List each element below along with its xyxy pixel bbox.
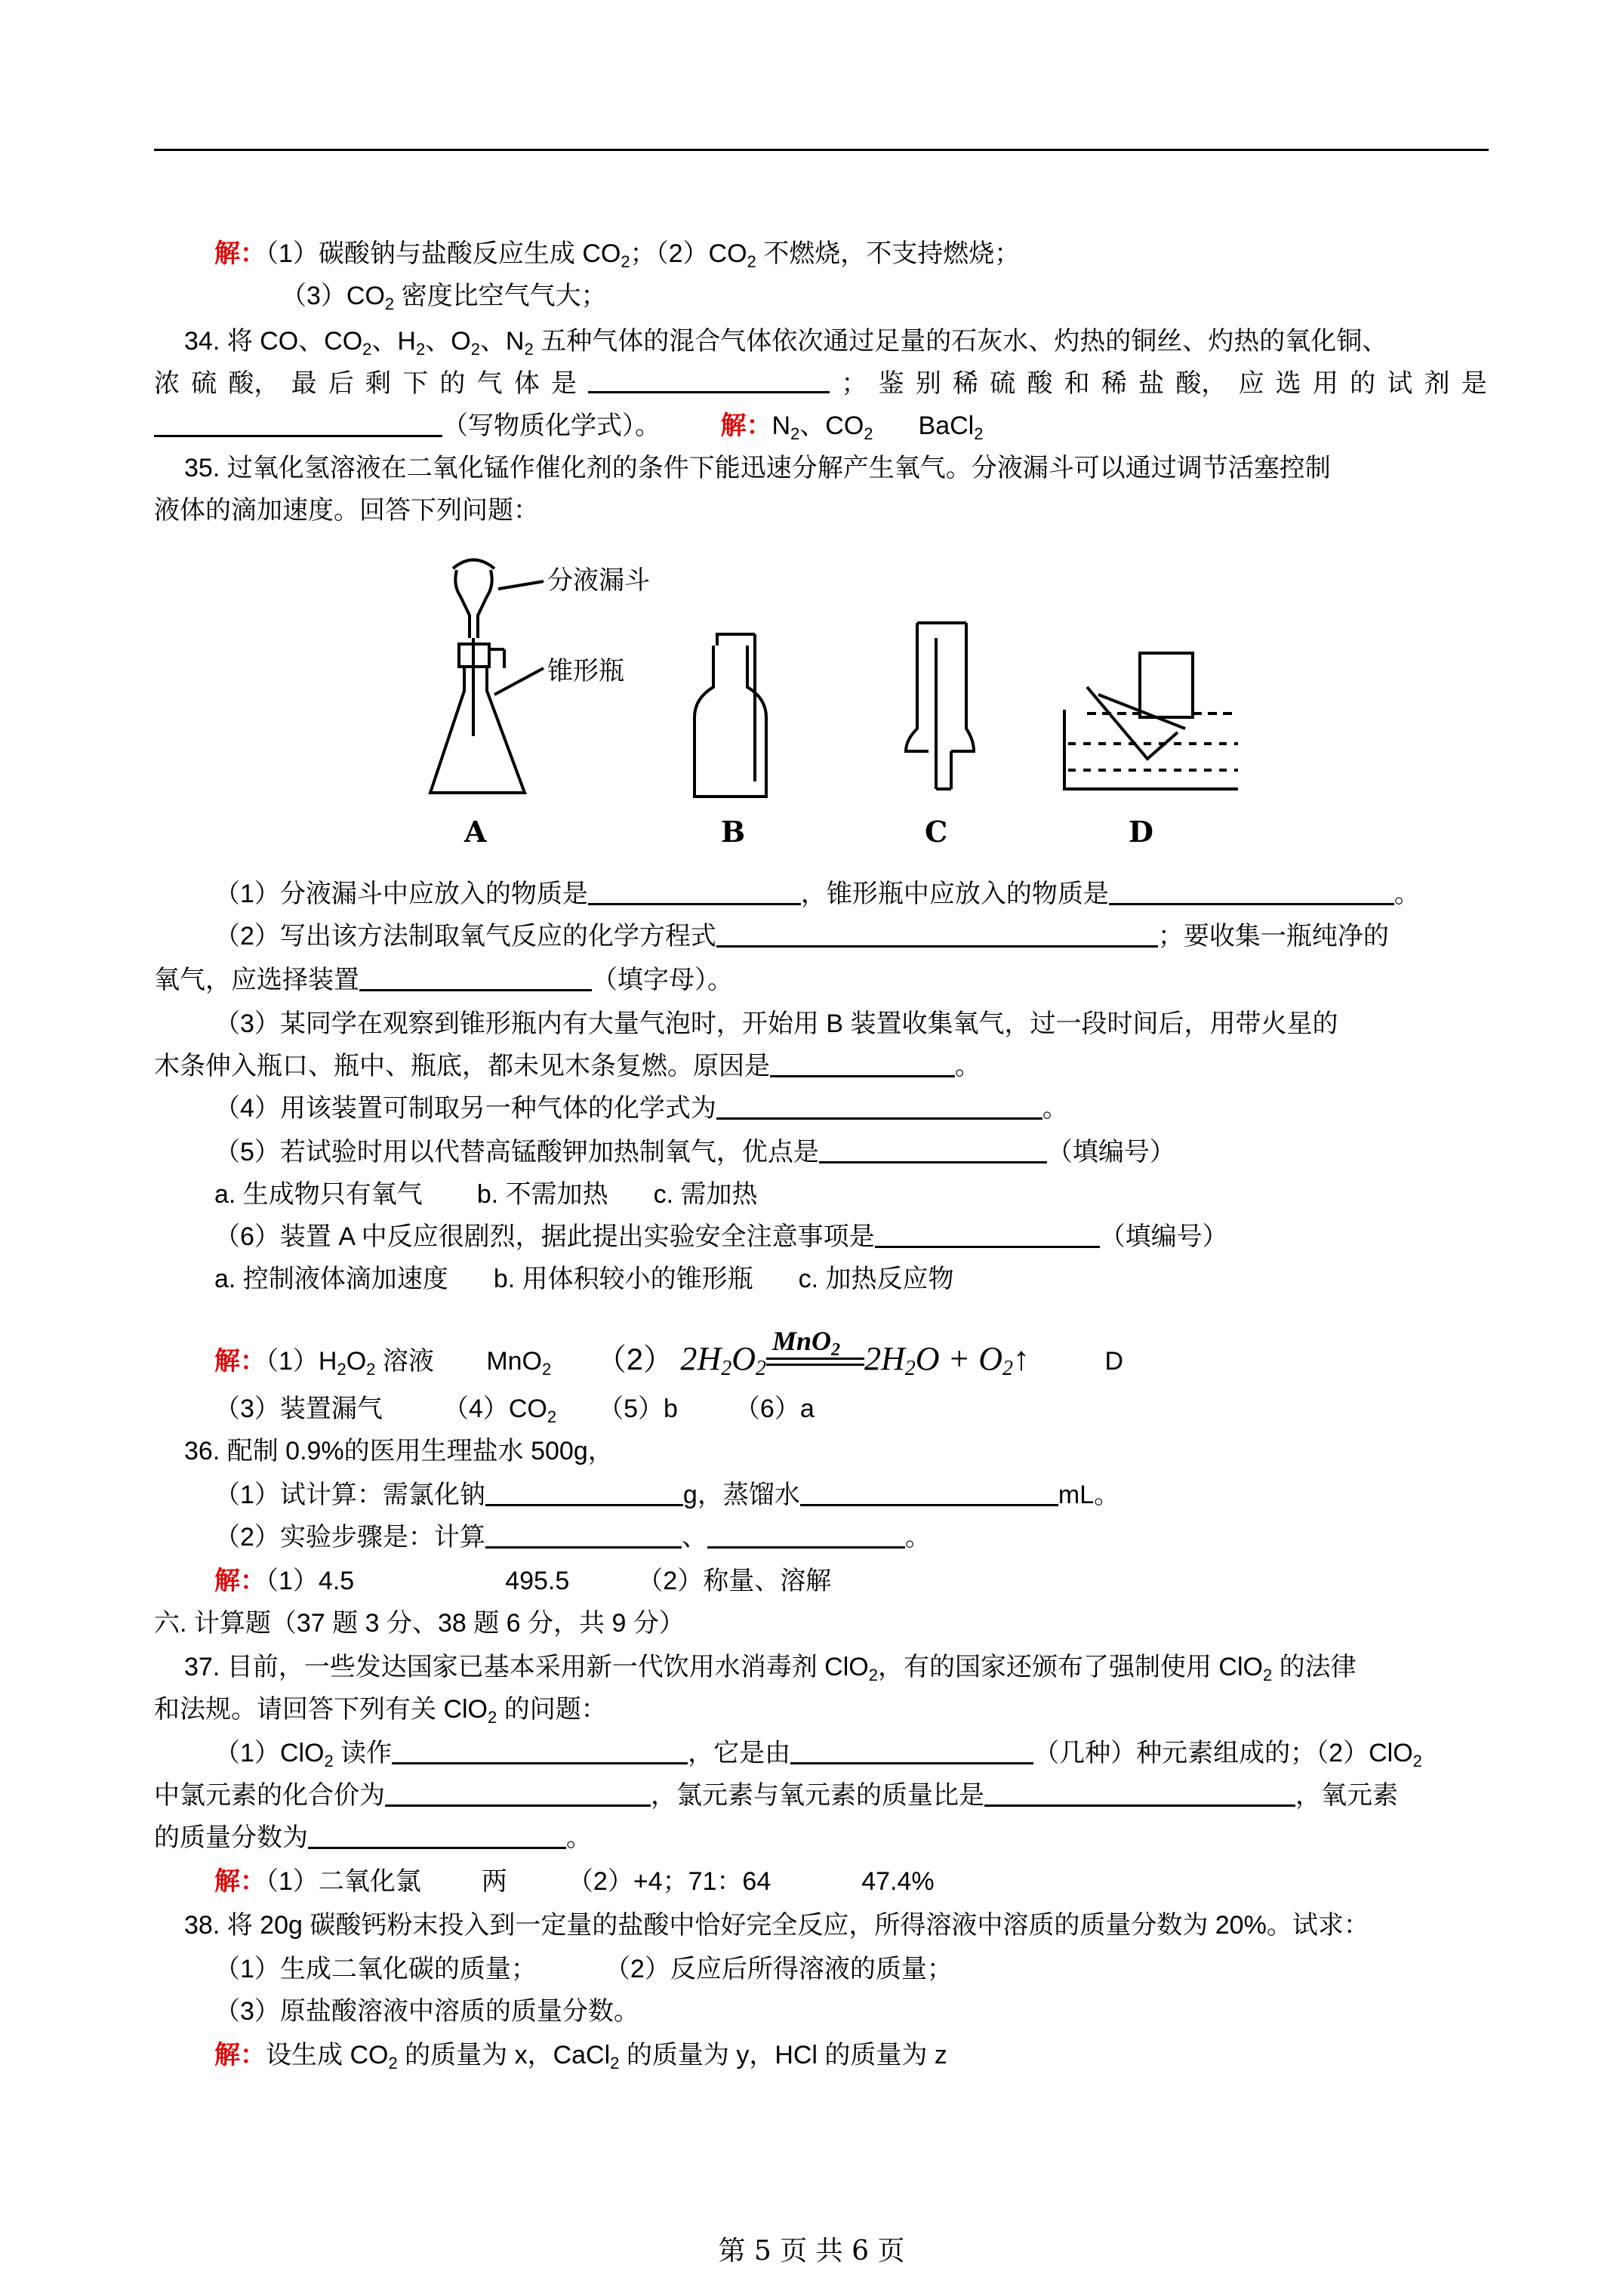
blank-reagent[interactable]	[154, 412, 442, 437]
blank-35-1a[interactable]	[588, 880, 801, 905]
label-flask: 锥形瓶	[547, 656, 624, 686]
catalyst-over-equals: MnO$_2$	[766, 1347, 864, 1377]
question-37-line-4: 中氯元素的化合价为 ，氯元素与氧元素的质量比是 ，氧元素	[154, 1781, 1398, 1810]
apparatus-b	[694, 634, 766, 797]
apparatus-a	[430, 560, 544, 794]
question-35-1: （1）分液漏斗中应放入的物质是 ，锥形瓶中应放入的物质是 。	[214, 880, 1420, 908]
label-funnel: 分液漏斗	[547, 566, 650, 596]
blank-37-fraction[interactable]	[308, 1824, 566, 1849]
header-rule	[154, 149, 1489, 151]
question-34-line-2: 浓 硫 酸， 最 后 剩 下 的 气 体 是 ； 鉴 别 稀 硫 酸 和 稀 盐 酸， 应 选 用 的 试 剂 是	[154, 369, 1487, 398]
label-b: B	[721, 815, 746, 849]
answer-33-line-2: $(3)CO_2$ 密度比空气气大；	[281, 282, 607, 313]
blank-35-6[interactable]	[875, 1223, 1100, 1248]
question-35-2-line-2: 氧气，应选择装置 （填字母）。	[154, 966, 733, 994]
blank-remaining-gas[interactable]	[588, 368, 830, 393]
question-35-line-1: 35. 过氧化氢溶液在二氧化锰作催化剂的条件下能迅速分解产生氧气。分液漏斗可以通过调节活塞控制	[184, 454, 1331, 482]
question-34-line-3: （写物质化学式）。 解：$N_2$、$CO_2$ BaCl$_2$	[154, 411, 983, 441]
blank-36-1b[interactable]	[800, 1481, 1058, 1506]
question-38-line-3: （3）原盐酸溶液中溶质的质量分数。	[214, 1997, 639, 2026]
blank-36-1a[interactable]	[485, 1481, 683, 1506]
apparatus-figure	[423, 555, 1238, 857]
apparatus-c	[906, 623, 974, 789]
label-d: D	[1129, 815, 1153, 849]
blank-37-valence[interactable]	[385, 1782, 651, 1807]
answer-36: 解：（1）4.5 495.5 （2）称量、溶解	[214, 1567, 832, 1595]
question-35-4: （4）用该装置可制取另一种气体的化学式为 。	[214, 1094, 1068, 1123]
question-35-2-line-1: （2）写出该方法制取氧气反应的化学方程式 ；要收集一瓶纯净的	[214, 922, 1389, 951]
blank-35-2b[interactable]	[359, 966, 592, 991]
answer-35-line-1: 解：$(1)H_2O_2$ 溶液 MnO$_2$ （2） $2H_2O_2$ MnO$_2$ $2H_2O$ + $O_2↑$ D	[214, 1325, 1124, 1380]
question-37-line-5: 的质量分数为 。	[154, 1823, 592, 1852]
question-34-line-1: 34. 将 CO、$CO_2$、$H_2$、$O_2$、$N_2$ 五种气体的混合气体依次通过足量的石灰水、灼热的铜丝、灼热的氧化铜、	[184, 327, 1388, 359]
question-36: 36. 配制 0.9%的医用生理盐水 500g，	[184, 1437, 614, 1465]
blank-35-5[interactable]	[819, 1139, 1047, 1163]
blank-35-3[interactable]	[770, 1052, 955, 1077]
question-35-3-line-2: 木条伸入瓶口、瓶中、瓶底，都未见木条复燃。原因是 。	[154, 1052, 981, 1080]
blank-37-name[interactable]	[392, 1740, 688, 1764]
question-35-5: （5）若试验时用以代替高锰酸钾加热制氧气，优点是 （填编号）	[214, 1138, 1175, 1166]
question-35-5-options: a. 生成物只有氧气 b. 不需加热 c. 需加热	[214, 1180, 758, 1209]
blank-35-2a[interactable]	[716, 923, 1158, 948]
question-37-line-1: 37. 目前，一些发达国家已基本采用新一代饮用水消毒剂 ClO$_2$，有的国家还颁布了强制使用 ClO$_2$ 的法律	[184, 1653, 1357, 1684]
answer-37: 解：（1）二氧化氯 两 （2）+4；71：64 47.4%	[214, 1867, 935, 1896]
apparatus-d	[1064, 653, 1238, 789]
section-6-heading: 六. 计算题（37 题 3 分、38 题 6 分，共 9 分）	[154, 1609, 685, 1638]
blank-35-4[interactable]	[716, 1095, 1042, 1120]
blank-37-ratio[interactable]	[984, 1782, 1295, 1807]
blank-37-elements[interactable]	[790, 1740, 1033, 1764]
question-35-3-line-1: （3）某同学在观察到锥形瓶内有大量气泡时，开始用 B 装置收集氧气，过一段时间后，用带火星的	[214, 1009, 1338, 1038]
answer-38: 解：设生成 $CO_2$ 的质量为 x，CaCl$_2$ 的质量为 y，HCl 的质量为 z	[214, 2041, 947, 2073]
question-37-line-2: 和法规。请回答下列有关 ClO$_2$ 的问题：	[154, 1695, 607, 1727]
question-35-line-2: 液体的滴加速度。回答下列问题：	[154, 496, 539, 525]
question-35-6-options: a. 控制液体滴加速度 b. 用体积较小的锥形瓶 c. 加热反应物	[214, 1265, 954, 1293]
blank-35-1b[interactable]	[1109, 880, 1394, 905]
question-35-6: （6）装置 A 中反应很剧烈，据此提出实验安全注意事项是 （填编号）	[214, 1222, 1228, 1251]
answer-35-line-2: （3）装置漏气 $(4)CO_2$ （5）b （6）a	[214, 1395, 815, 1426]
blank-36-2a[interactable]	[485, 1524, 682, 1549]
label-a: A	[464, 815, 487, 849]
label-c: C	[925, 815, 948, 849]
question-36-1: （1）试计算：需氯化钠 g，蒸馏水 mL。	[214, 1481, 1120, 1509]
equation: $2H_2O_2$ MnO$_2$ $2H_2O$ + $O_2↑$	[680, 1325, 1030, 1380]
question-37-line-3: （1）ClO$_2$ 读作 ，它是由 （几种）种元素组成的；（2）ClO$_2$	[214, 1739, 1422, 1771]
question-38-line-2: （1）生成二氧化碳的质量； （2）反应后所得溶液的质量；	[214, 1955, 953, 1983]
page-footer: 第 5 页 共 6 页	[718, 2236, 905, 2267]
answer-33-line-1: 解：（1）碳酸钠与盐酸反应生成 $CO_2$；$(2)CO_2$ 不燃烧，不支持燃烧；	[214, 239, 1021, 271]
blank-36-2b[interactable]	[707, 1524, 905, 1549]
question-36-2: （2）实验步骤是：计算 、 。	[214, 1523, 931, 1552]
question-38-line-1: 38. 将 20g 碳酸钙粉末投入到一定量的盐酸中恰好完全反应，所得溶液中溶质的质量分数为 20%。试求：	[184, 1911, 1369, 1940]
